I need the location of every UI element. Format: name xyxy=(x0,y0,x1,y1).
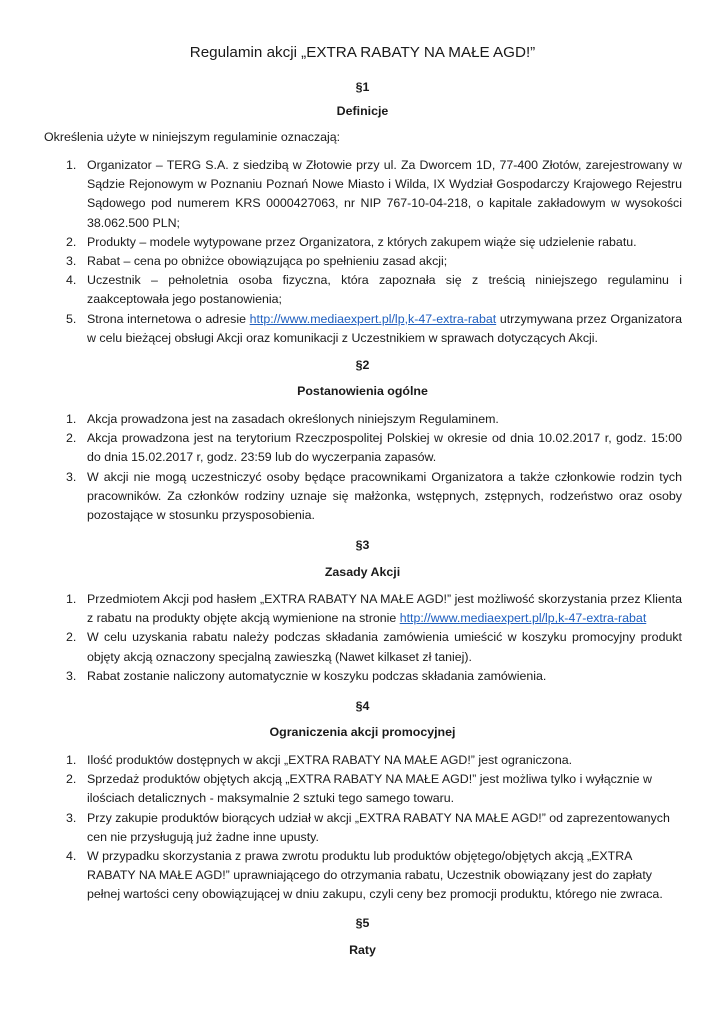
general-provisions-list xyxy=(44,410,682,525)
list-item: 3. W akcji nie mogą uczestniczyć osoby będące pracownikami Organizatora a także członkowie rodzin tych pracowników. Za członków rodziny uznaje się małżonka, wstępnych, zstępnych, rodzeństwo oraz osoby pozostające w stosunku przysposobienia. xyxy=(66,469,682,523)
section-4-heading: Ograniczenia akcji promocyjnej xyxy=(269,725,456,739)
definitions-list xyxy=(44,156,682,348)
list-item: 1. Ilość produktów dostępnych w akcji „EXTRA RABATY NA MAŁE AGD!” jest ograniczona. xyxy=(66,753,573,767)
list-item: 3. Rabat zostanie naliczony automatycznie w koszyku podczas składania zamówienia. xyxy=(66,668,547,683)
section-5-number: §5 xyxy=(355,916,370,930)
document-title: Regulamin akcji „EXTRA RABATY NA MAŁE AGD!” xyxy=(189,44,536,61)
list-item: 2. Sprzedaż produktów objętych akcją „EXTRA RABATY NA MAŁE AGD!” jest możliwa tylko i wyłącznie w ilościach detalicznych - maksymalnie 2 sztuki tego samego towaru. xyxy=(66,772,652,806)
section-1-number: §1 xyxy=(355,80,370,94)
website-link[interactable]: http://www.mediaexpert.pl/lp,k-47-extra-rabat xyxy=(249,311,497,326)
restrictions-list xyxy=(44,751,682,905)
list-item: 2. W celu uzyskania rabatu należy podczas składania zamówienia umieścić w koszyku promocyjny produkt objęty akcją oznaczony specjalną zawieszką (Nawet kilkaset zł taniej). xyxy=(66,630,682,664)
section-3-number: §3 xyxy=(355,538,370,552)
section-1-heading: Definicje xyxy=(336,104,389,118)
section-1-intro: Określenia użyte w niniejszym regulaminie oznaczają: xyxy=(44,130,341,144)
list-item: 2. Produkty – modele wytypowane przez Organizatora, z których zakupem wiąże się udzielenie rabatu. xyxy=(66,234,637,249)
section-2-heading: Postanowienia ogólne xyxy=(297,384,428,398)
section-4-number: §4 xyxy=(355,699,370,713)
list-item: 3. Przy zakupie produktów biorących udział w akcji „EXTRA RABATY NA MAŁE AGD!” od zaprezentowanych cen nie przysługują już żadne inne upusty. xyxy=(66,810,670,844)
section-5-heading: Raty xyxy=(349,943,376,957)
list-item: 1. Akcja prowadzona jest na zasadach określonych niniejszym Regulaminem. xyxy=(66,412,499,426)
list-item: 5. Strona internetowa o adresie http://www.mediaexpert.pl/lp,k-47-extra-rabat utrzymywana przez Organizatora w celu bieżącej obsługi Akcji oraz komunikacji z Uczestnikiem w sprawach dotyczących Akcji. xyxy=(66,311,682,345)
list-item: 4. W przypadku skorzystania z prawa zwrotu produktu lub produktów objętego/objętych akcją „EXTRA RABATY NA MAŁE AGD!” uprawniającego do otrzymania rabatu, Uczestnik obowiązany jest do zapłaty pełnej wartości ceny obowiązującej w dniu zakupu, czyli ceny bez promocji produktu, którego nie zwraca. xyxy=(66,849,663,902)
section-2-number: §2 xyxy=(355,358,370,372)
list-item: 3. Rabat – cena po obniżce obowiązująca po spełnieniu zasad akcji; xyxy=(66,254,448,269)
list-item: 4. Uczestnik – pełnoletnia osoba fizyczna, która zapoznała się z treścią niniejszego regulaminu i zaakceptowała jego postanowienia; xyxy=(66,273,682,307)
list-item: 1. Przedmiotem Akcji pod hasłem „EXTRA RABATY NA MAŁE AGD!” jest możliwość skorzystania przez Klienta z rabatu na produkty objęte akcją wymienione na stronie http://www.mediaexpert.pl/lp,k-47-extra-rabat xyxy=(66,592,682,626)
products-link[interactable]: http://www.mediaexpert.pl/lp,k-47-extra-rabat xyxy=(399,611,647,626)
list-item: 2. Akcja prowadzona jest na terytorium Rzeczpospolitej Polskiej w okresie od dnia 10.02.2017 r, godz. 15:00 do dnia 15.02.2017 r, godz. 23:59 lub do wyczerpania zapasów. xyxy=(66,431,682,465)
list-item: 1. Organizator – TERG S.A. z siedzibą w Złotowie przy ul. Za Dworcem 1D, 77-400 Złotów, zarejestrowany w Sądzie Rejonowym w Poznaniu Poznań Nowe Miasto i Wilda, IX Wydział Gospodarczy Krajowego Rejestru Sądowego pod numerem KRS 0000427063, nr NIP 767-10-04-218, o kapitale zakładowym w wysokości 38.062.500 PLN; xyxy=(66,158,682,230)
section-3-heading: Zasady Akcji xyxy=(324,565,401,579)
rules-list xyxy=(44,590,682,686)
